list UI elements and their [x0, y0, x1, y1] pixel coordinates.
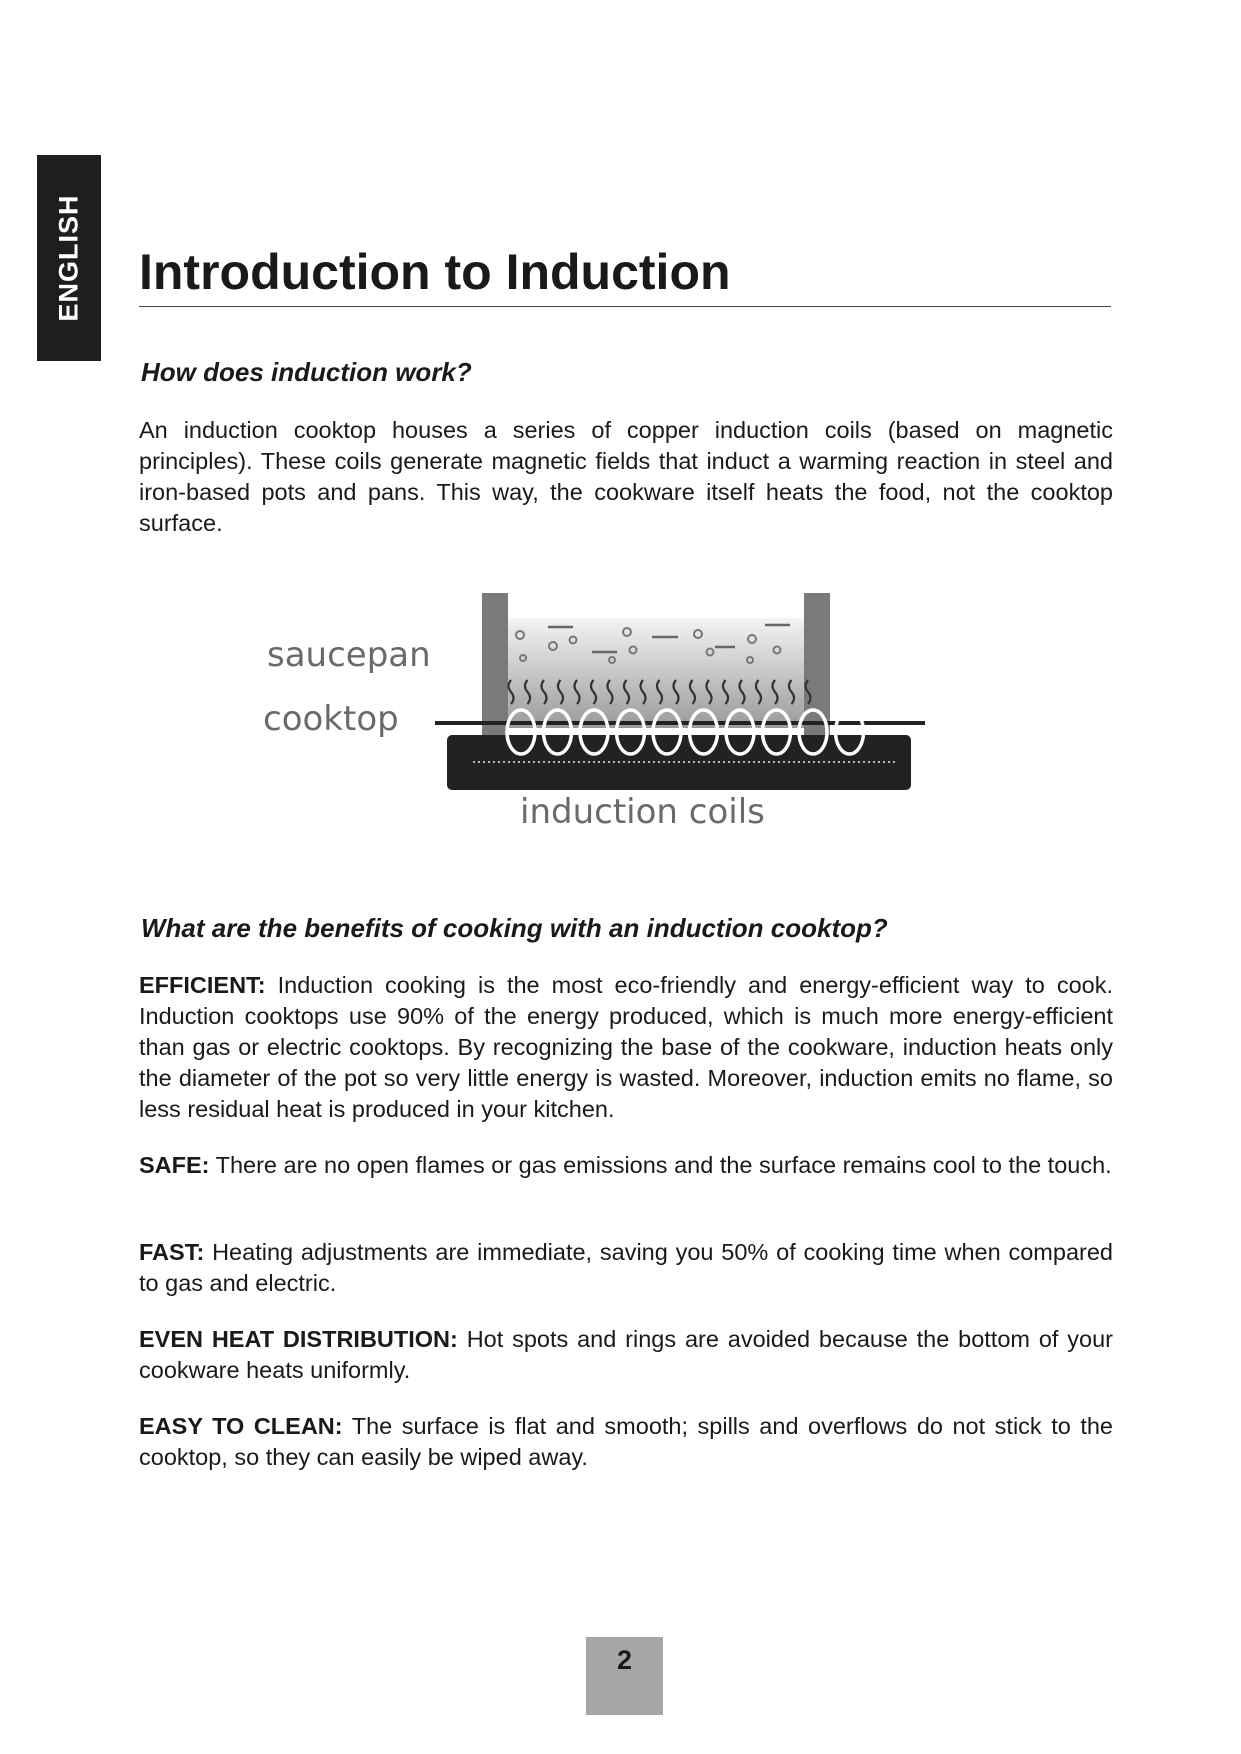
language-tab-label: ENGLISH — [53, 194, 84, 322]
benefit-even-heat — [139, 1324, 1113, 1386]
saucepan-left-wall — [482, 593, 508, 735]
benefit-term: EFFICIENT: — [139, 972, 266, 998]
benefit-easy-clean — [139, 1411, 1113, 1473]
benefit-text: The surface is flat and smooth; spills and overflows do not stick to the cooktop, so they can easily be wiped away. — [139, 1413, 1113, 1470]
induction-diagram — [255, 590, 955, 850]
page-number: 2 — [616, 1645, 633, 1675]
benefit-term: FAST: — [139, 1239, 205, 1265]
intro-paragraph: An induction cooktop houses a series of copper induction coils (based on magnetic principles). These coils generate magnetic fields that induct a warming reaction in steel and iron-based pots and pans. This way, the cookware itself heats the food, not the cooktop surface. — [139, 417, 1113, 536]
section-question-how: How does induction work? — [141, 357, 472, 387]
benefit-efficient — [139, 970, 1113, 1125]
induction-coils-label: induction coils — [520, 792, 765, 832]
benefit-text: Heating adjustments are immediate, saving you 50% of cooking time when compared to gas and electric. — [139, 1239, 1113, 1296]
benefit-text: Hot spots and rings are avoided because the bottom of your cookware heats uniformly. — [139, 1326, 1113, 1383]
benefit-fast — [139, 1237, 1113, 1299]
saucepan-label: saucepan — [267, 635, 431, 675]
benefit-term: EVEN HEAT DISTRIBUTION: — [139, 1326, 458, 1352]
section-question-benefits: What are the benefits of cooking with an induction cooktop? — [141, 913, 888, 943]
benefit-term: SAFE: — [139, 1152, 210, 1178]
language-tab — [37, 155, 101, 361]
title-divider — [139, 306, 1111, 307]
benefit-safe — [139, 1150, 1113, 1181]
saucepan-right-wall — [804, 593, 830, 735]
benefit-text: There are no open flames or gas emissions and the surface remains cool to the touch. — [209, 1152, 1112, 1178]
page-title: Introduction to Induction — [139, 244, 731, 300]
cooktop-label: cooktop — [263, 699, 399, 739]
benefit-term: EASY TO CLEAN: — [139, 1413, 343, 1439]
page-number-box — [586, 1637, 663, 1715]
benefit-text: Induction cooking is the most eco-friendly and energy-efficient way to cook. Induction cooktops use 90% of the energy produced, which is much more energy-efficient than gas or electric cooktops. By recognizing the base of the cookware, induction heats only the diameter of the pot so very little energy is wasted. Moreover, induction emits no flame, so less residual heat is produced in your kitchen. — [139, 972, 1113, 1122]
